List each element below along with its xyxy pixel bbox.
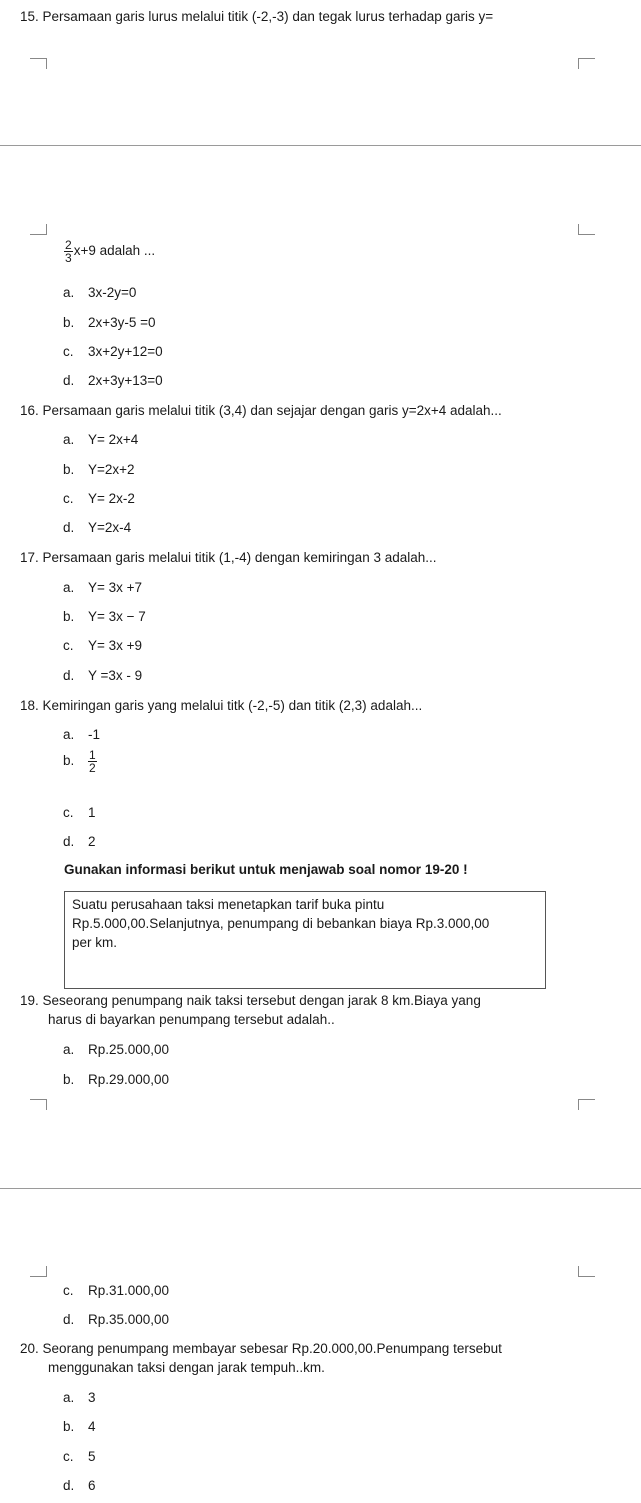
question-number: 15. [20,9,39,24]
option-text: 1 [88,805,96,820]
option-text: Y=2x+2 [88,462,135,477]
fraction-denominator: 2 [89,761,96,775]
option-text: 6 [88,1478,96,1493]
page-break-divider [0,1188,641,1189]
option-text: 2x+3y+13=0 [88,373,163,388]
question-15 [20,8,493,26]
question-number: 20. [20,1341,39,1356]
fraction [88,749,97,774]
option-label: c. [63,638,74,653]
info-line: Rp.5.000,00.Selanjutnya, penumpang di bebankan biaya Rp.3.000,00 [72,916,490,931]
page-corner-mark [578,1266,595,1277]
option-text: 2x+3y-5 =0 [88,315,156,330]
question-number: 16. [20,403,39,418]
question-text: Seseorang penumpang naik taksi tersebut dengan jarak 8 km.Biaya yang [42,993,481,1008]
option-d[interactable] [63,833,96,851]
option-c[interactable] [63,1282,169,1300]
option-text: Y= 3x +7 [88,580,143,595]
option-label: a. [63,727,75,742]
option-text: Y =3x - 9 [88,668,143,683]
question-text: Kemiringan garis yang melalui titk (-2,-5) dan titik (2,3) adalah... [42,698,423,713]
page-corner-mark [578,58,595,69]
option-label: c. [63,491,74,506]
page-corner-mark [30,1266,47,1277]
option-label: a. [63,580,75,595]
fraction-numerator: 2 [65,238,72,252]
option-label: c. [63,805,74,820]
question-20-continuation: menggunakan taksi dengan jarak tempuh..km. [48,1360,325,1375]
info-line: Suatu perusahaan taksi menetapkan tarif buka pintu [72,897,385,912]
option-text: 3x-2y=0 [88,285,137,300]
question-text: Seorang penumpang membayar sebesar Rp.20.000,00.Penumpang tersebut [42,1341,502,1356]
option-label: c. [63,1283,74,1298]
option-label: a. [63,1042,75,1057]
page-corner-mark [30,224,47,235]
option-a[interactable] [63,1041,169,1059]
option-a[interactable] [63,1389,96,1407]
question-19-continuation: harus di bayarkan penumpang tersebut adalah.. [48,1012,335,1027]
option-label: d. [63,1312,75,1327]
option-text: Y= 2x-2 [88,491,135,506]
question-number: 19. [20,993,39,1008]
option-text: Y= 3x − 7 [88,609,146,624]
question-text: x+9 adalah ... [73,243,156,259]
info-line: per km. [72,935,118,950]
option-a[interactable] [63,284,136,302]
question-number: 17. [20,550,39,565]
option-d[interactable] [63,667,142,685]
option-b[interactable] [63,314,156,332]
option-label: b. [63,1072,75,1087]
option-d[interactable] [63,1477,96,1495]
option-text: Rp.25.000,00 [88,1042,170,1057]
fraction-denominator: 3 [65,251,72,265]
question-19 [20,992,481,1010]
question-18 [20,697,422,715]
option-text: Y=2x-4 [88,520,132,535]
question-number: 18. [20,698,39,713]
option-b[interactable] [63,461,135,479]
option-label: d. [63,668,75,683]
option-text: 4 [88,1419,96,1434]
option-b[interactable] [63,608,146,626]
option-label: a. [63,1390,75,1405]
option-b[interactable] [63,1071,169,1089]
option-label: b. [63,1419,75,1434]
page-corner-mark [578,1099,595,1110]
fraction-numerator: 1 [89,748,96,762]
option-c[interactable] [63,804,96,822]
option-c[interactable] [63,1448,96,1466]
option-a[interactable] [63,726,100,744]
option-text: 5 [88,1449,96,1464]
option-c[interactable] [63,637,142,655]
option-label: b. [63,462,75,477]
option-c[interactable] [63,343,163,361]
option-d[interactable] [63,1311,169,1329]
question-15-continuation [64,239,155,264]
page-corner-mark [30,1099,47,1110]
question-17 [20,549,437,567]
option-label: d. [63,373,75,388]
option-label: b. [63,609,75,624]
option-text: Y= 3x +9 [88,638,143,653]
question-20 [20,1340,502,1358]
question-16 [20,402,502,420]
option-c[interactable] [63,490,135,508]
option-d[interactable] [63,372,163,390]
option-text: 3x+2y+12=0 [88,344,163,359]
info-heading: Gunakan informasi berikut untuk menjawab soal nomor 19-20 ! [64,862,468,877]
page-corner-mark [30,58,47,69]
option-label: b. [63,315,75,330]
option-d[interactable] [63,519,131,537]
option-text: Rp.29.000,00 [88,1072,170,1087]
option-text: Y= 2x+4 [88,432,139,447]
option-b[interactable] [63,749,98,774]
option-label: b. [63,753,75,769]
option-label: c. [63,1449,74,1464]
option-text: -1 [88,727,101,742]
option-text: Rp.31.000,00 [88,1283,170,1298]
option-label: d. [63,834,75,849]
page-corner-mark [578,224,595,235]
option-text: Rp.35.000,00 [88,1312,170,1327]
question-text: Persamaan garis melalui titik (1,-4) dengan kemiringan 3 adalah... [42,550,437,565]
page-break-divider [0,145,641,146]
option-text: 3 [88,1390,96,1405]
option-label: d. [63,520,75,535]
option-label: d. [63,1478,75,1493]
option-label: a. [63,285,75,300]
option-label: c. [63,344,74,359]
fraction [64,239,73,264]
option-a[interactable] [63,431,138,449]
option-a[interactable] [63,579,142,597]
option-b[interactable] [63,1418,96,1436]
question-text: Persamaan garis lurus melalui titik (-2,-3) dan tegak lurus terhadap garis y= [42,9,494,24]
option-label: a. [63,432,75,447]
info-box [64,891,546,989]
question-text: Persamaan garis melalui titik (3,4) dan sejajar dengan garis y=2x+4 adalah... [42,403,502,418]
option-text: 2 [88,834,96,849]
